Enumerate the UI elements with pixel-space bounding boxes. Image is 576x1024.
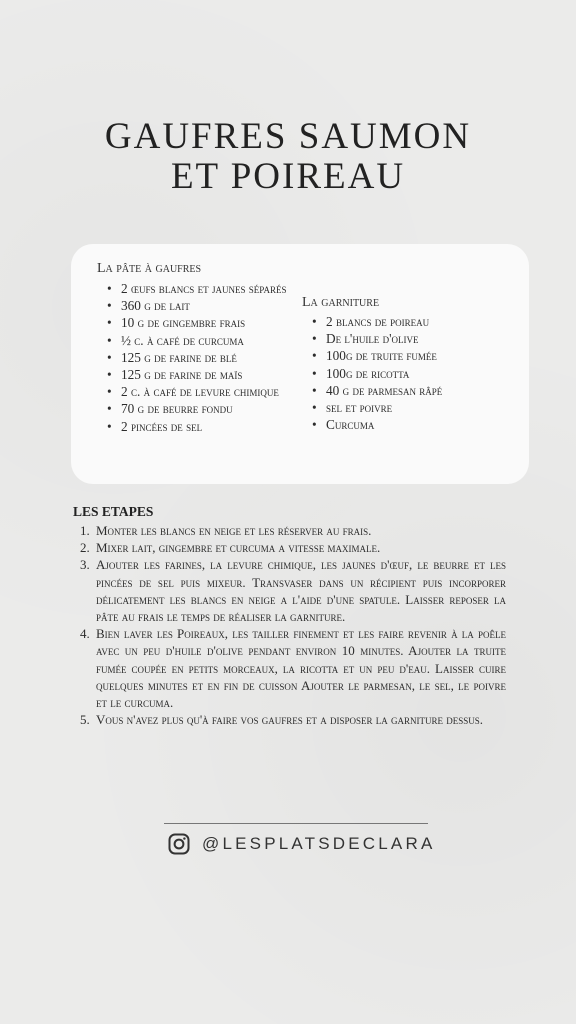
garniture-title: La garniture: [302, 295, 380, 310]
ingredient-item: • 2 œufs blancs et jaunes séparés: [107, 280, 297, 297]
pate-title: La pâte à gaufres: [97, 261, 202, 276]
step-item: [80, 522, 506, 539]
ingredient-item: • 2 pincées de sel: [107, 418, 297, 435]
step-text: Vous n'avez plus qu'à faire vos gaufres et a disposer la garniture dessus.: [96, 712, 484, 728]
ingredient-item: • 40 g de parmesan râpé: [312, 382, 512, 399]
steps-list: [80, 522, 506, 728]
step-number: 4.: [80, 626, 90, 642]
ingredient-item: • 100g de ricotta: [312, 365, 512, 382]
step-item: [80, 711, 506, 728]
step-number: 5.: [80, 712, 90, 728]
ingredient-item: • 10 g de gingembre frais: [107, 314, 297, 331]
step-item: [80, 539, 506, 556]
step-item: [80, 556, 506, 625]
step-item: [80, 625, 506, 711]
step-text: Mixer lait, gingembre et curcuma a vitesse maximale.: [96, 540, 381, 556]
instagram-icon: [168, 833, 190, 855]
steps-title: LES ETAPES: [73, 504, 154, 519]
step-text: Ajouter les farines, la levure chimique, les jaunes d'œuf, le beurre et les pincées de sel puis mixeur. Transvaser dans un récipient puis incorporer délicatement les blancs en neige a l'aide d'une spatule. Laisser reposer la pâte au frais le temps de réaliser la garniture.: [96, 557, 506, 625]
ingredient-item: • 360 g de lait: [107, 297, 297, 314]
ingredient-item: • Curcuma: [312, 416, 512, 433]
step-number: 3.: [80, 557, 90, 573]
title-line-1: GAUFRES SAUMON: [104, 116, 472, 157]
ingredient-item: • 2 c. à café de levure chimique: [107, 383, 297, 400]
ingredient-item: • 2 blancs de poireau: [312, 313, 512, 330]
page-title: [0, 117, 576, 197]
ingredients-card: [71, 244, 529, 484]
footer-divider: [164, 823, 428, 824]
ingredient-item: • sel et poivre: [312, 399, 512, 416]
step-text: Bien laver les Poireaux, les tailler finement et les faire revenir à la poêle avec un peu d'huile d'olive pendant environ 10 minutes. Ajouter la truite fumée coupée en petits morceaux, la ricotta et un peu d'eau. Laisser cuire quelques minutes et en fin de cuisson Ajouter le parmesan, le sel, le poivre et le curcuma.: [96, 626, 506, 711]
step-number: 1.: [80, 523, 90, 538]
garniture-ingredient-list: [312, 313, 512, 433]
step-text: Monter les blancs en neige et les réserver au frais.: [96, 523, 372, 538]
ingredient-item: • 100g de truite fumée: [312, 347, 512, 364]
pate-ingredient-list: [107, 280, 297, 435]
ingredient-item: • 125 g de farine de blé: [107, 349, 297, 366]
title-line-2: ET POIREAU: [170, 156, 406, 197]
ingredient-item: • 70 g de beurre fondu: [107, 400, 297, 417]
instagram-handle[interactable]: @LESPLATSDECLARA: [202, 834, 436, 853]
ingredient-item: • 125 g de farine de maïs: [107, 366, 297, 383]
step-number: 2.: [80, 540, 90, 556]
ingredient-item: • ½ c. à café de curcuma: [107, 332, 297, 349]
ingredient-item: • De l'huile d'olive: [312, 330, 512, 347]
